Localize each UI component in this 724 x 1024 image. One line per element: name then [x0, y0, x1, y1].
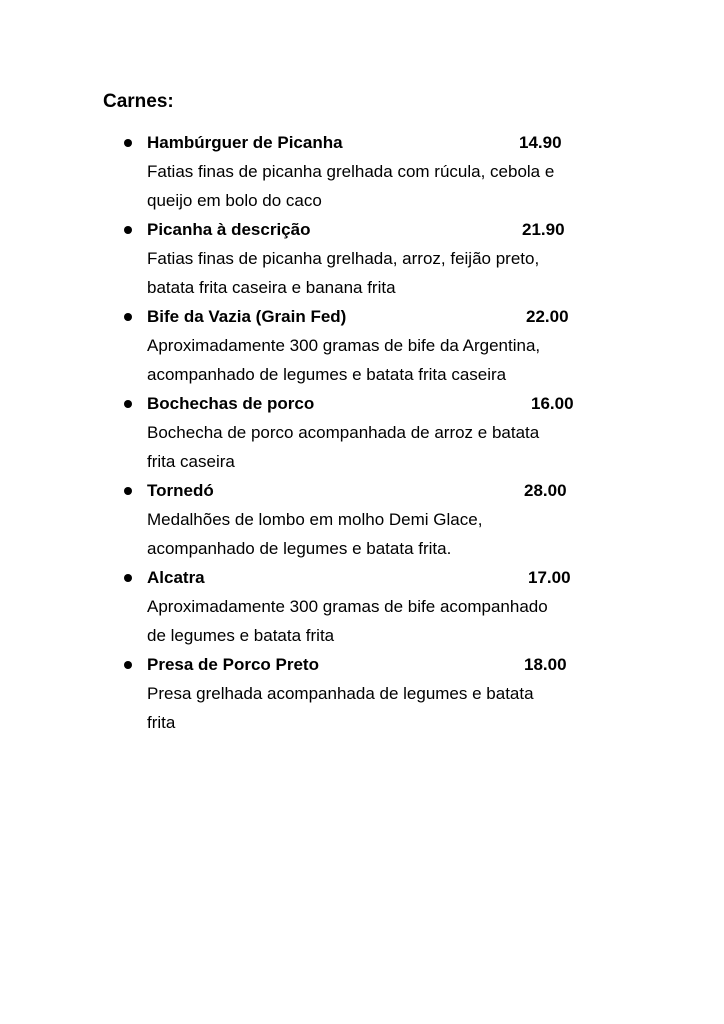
menu-item-header — [0, 563, 724, 592]
menu-item-name: Tornedó — [147, 481, 214, 500]
menu-item-name: Presa de Porco Preto — [147, 655, 319, 674]
menu-item — [0, 476, 724, 563]
menu-item — [0, 563, 724, 650]
bullet-icon — [124, 313, 132, 321]
section-title: Carnes: — [103, 91, 174, 112]
menu-item — [0, 389, 724, 476]
menu-item — [0, 302, 724, 389]
description-line: Bochecha de porco acompanhada de arroz e batata — [147, 423, 540, 442]
bullet-icon — [124, 400, 132, 408]
menu-item-price: 14.90 — [519, 133, 562, 152]
menu-item-name: Hambúrguer de Picanha — [147, 133, 343, 152]
menu-list — [0, 128, 724, 737]
menu-item-price: 28.00 — [524, 481, 567, 500]
description-line: Fatias finas de picanha grelhada com rúcula, cebola e — [147, 162, 555, 181]
description-line: frita — [147, 713, 176, 732]
menu-item-price: 17.00 — [528, 568, 571, 587]
bullet-icon — [124, 226, 132, 234]
menu-item-header — [0, 650, 724, 679]
description-line: acompanhado de legumes e batata frita caseira — [147, 365, 507, 384]
menu-item-header — [0, 476, 724, 505]
bullet-icon — [124, 574, 132, 582]
menu-item-header — [0, 215, 724, 244]
description-line: Presa grelhada acompanhada de legumes e batata — [147, 684, 534, 703]
description-line: Fatias finas de picanha grelhada, arroz, feijão preto, — [147, 249, 540, 268]
description-line: batata frita caseira e banana frita — [147, 278, 396, 297]
description-line: acompanhado de legumes e batata frita. — [147, 539, 452, 558]
menu-item-description — [0, 592, 627, 650]
menu-item-name: Alcatra — [147, 568, 205, 587]
menu-item-price: 16.00 — [531, 394, 574, 413]
bullet-icon — [124, 661, 132, 669]
menu-item — [0, 215, 724, 302]
menu-item-description — [0, 679, 627, 737]
menu-item-description — [0, 331, 627, 389]
menu-item-header — [0, 389, 724, 418]
description-line: queijo em bolo do caco — [147, 191, 322, 210]
menu-item-description — [0, 157, 627, 215]
menu-item-description — [0, 505, 627, 563]
bullet-icon — [124, 139, 132, 147]
menu-item — [0, 128, 724, 215]
menu-item-description — [0, 418, 627, 476]
menu-item — [0, 650, 724, 737]
menu-item-description — [0, 244, 627, 302]
description-line: Medalhões de lombo em molho Demi Glace, — [147, 510, 483, 529]
menu-item-price: 18.00 — [524, 655, 567, 674]
menu-item-price: 21.90 — [522, 220, 565, 239]
menu-item-header — [0, 302, 724, 331]
menu-item-name: Bochechas de porco — [147, 394, 315, 413]
menu-item-name: Bife da Vazia (Grain Fed) — [147, 307, 347, 326]
menu-item-header — [0, 128, 724, 157]
menu-item-price: 22.00 — [526, 307, 569, 326]
description-line: Aproximadamente 300 gramas de bife da Argentina, — [147, 336, 541, 355]
description-line: de legumes e batata frita — [147, 626, 335, 645]
menu-item-name: Picanha à descrição — [147, 220, 311, 239]
bullet-icon — [124, 487, 132, 495]
description-line: Aproximadamente 300 gramas de bife acompanhado — [147, 597, 548, 616]
description-line: frita caseira — [147, 452, 235, 471]
